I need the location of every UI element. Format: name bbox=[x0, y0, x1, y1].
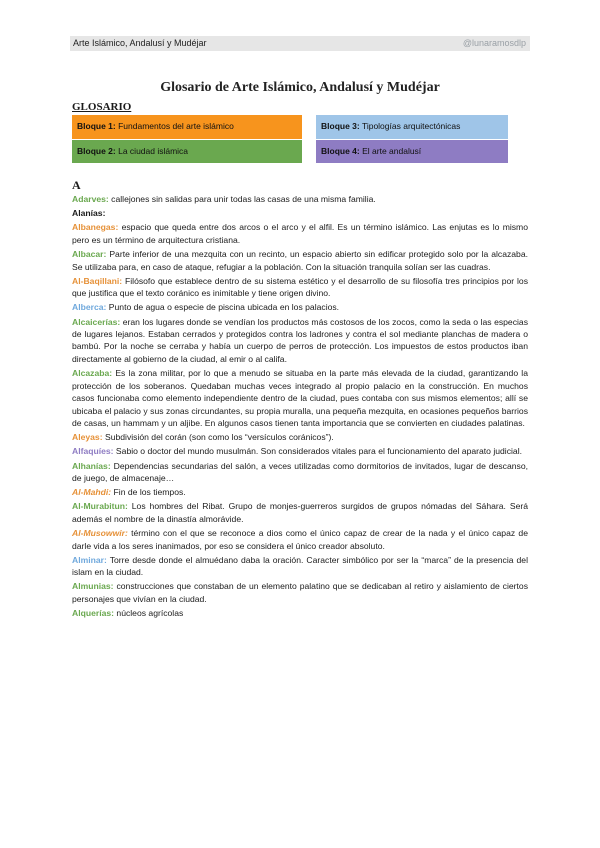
glossary-term: Alquerías: bbox=[72, 608, 115, 619]
block-legend bbox=[72, 115, 510, 163]
glossary-term: Alcaicerías: bbox=[72, 316, 121, 327]
glossary-definition: Parte inferior de una mezquita con un recinto, un espacio abierto sin edificar protegido solo por la alcazaba. Se utilizaba para, en caso de ataque, refugiar a la población. Con la situación tranquila solían ser las cuadras. bbox=[72, 249, 528, 272]
glossary-entry bbox=[72, 207, 528, 219]
glossary-entries bbox=[72, 178, 528, 621]
glossary-term: Alberca: bbox=[72, 302, 107, 313]
glossary-entry bbox=[72, 580, 528, 605]
glossary-entry bbox=[72, 301, 528, 313]
glossary-term: Adarves: bbox=[72, 194, 109, 204]
block-legend-4: Bloque 4: El arte andalusí bbox=[316, 140, 508, 164]
glossary-definition: espacio que queda entre dos arcos o el arco y el alfil. Es un término islámico. Las enjutas es lo mismo pero es un término de arquitectura cristiana. bbox=[72, 222, 528, 245]
block-legend-1: Bloque 1: Fundamentos del arte islámico bbox=[72, 115, 302, 139]
glossary-entry bbox=[72, 486, 528, 498]
glossary-term: Al-Baqillani: bbox=[72, 275, 123, 286]
glossary-definition: callejones sin salidas para unir todas las casas de una misma familia. bbox=[108, 194, 376, 204]
glossary-term: Alhanías: bbox=[72, 460, 111, 471]
glossary-term: Al-Mahdi: bbox=[72, 487, 112, 498]
glossary-term: Almunias: bbox=[72, 581, 114, 592]
glossary-term: Aleyas: bbox=[72, 432, 103, 443]
block-legend-2: Bloque 2: La ciudad islámica bbox=[72, 140, 302, 164]
glossary-definition: Subdivisión del corán (son como los “versículos coránicos”). bbox=[102, 432, 334, 443]
glossary-definition: núcleos agrícolas bbox=[114, 608, 184, 619]
glossary-definition: término con el que se reconoce a dios como el único capaz de crear de la nada y el único capaz de darle vida a los seres inanimados, por eso se considera el único creador absoluto. bbox=[72, 528, 528, 551]
glossary-term: Al-Murabitun: bbox=[72, 501, 128, 512]
glossary-entry bbox=[72, 460, 528, 485]
glossary-definition: Punto de agua o especie de piscina ubicada en los palacios. bbox=[106, 302, 340, 313]
glossary-term: Albacar: bbox=[72, 249, 107, 260]
entry-list bbox=[72, 193, 528, 620]
glossary-definition: construcciones que constaban de un elemento palatino que se dedicaban al retiro y aislamiento de ciertos personajes que vivían en la ciudad. bbox=[72, 581, 528, 604]
glossary-term: Albanegas: bbox=[72, 222, 119, 233]
letter-heading: A bbox=[72, 178, 81, 192]
glossary-entry bbox=[72, 554, 528, 579]
glossary-definition: eran los lugares donde se vendían los productos más costosos de los zocos, como la seda o las especias de lugares lejanos. Estaban cerrados y protegidos contra los ladrones y contra el sol mediante planchas de madera o bambú. Por la noche se cerraba y había un cuerpo de perros de protección. Los impuestos de estos productos iban directamente al gobierno de la ciudad, al emir o al califa. bbox=[72, 316, 528, 364]
glossary-entry bbox=[72, 316, 528, 366]
glossary-definition: Es la zona militar, por lo que a menudo se situaba en la parte más elevada de la ciudad, garantizando la protección de los soberanos. Quedaban muchas veces integrado al propio palacio en la construcción. En muchos casos funcionaba como elemento independiente dentro de la ciudad, pues contaba con sus mismos elementos; allí se ubicaba el palacio y sus zonas circundantes, su propia muralla, una pequeña mezquita, en ocasiones pequeños barrios de casas, un hammam y un aljibe. En algunos casos tienen tanta importancia que se convierten en ciudades palatinas. bbox=[72, 368, 528, 428]
glossary-definition: Sabio o doctor del mundo musulmán. Son considerados vitales para el funcionamiento del aparato judicial. bbox=[113, 446, 522, 457]
glossary-term: Alminar: bbox=[72, 554, 107, 565]
glossary-term: Alcazaba: bbox=[72, 368, 113, 379]
glossary-entry bbox=[72, 445, 528, 457]
glossary-entry bbox=[72, 275, 528, 300]
glossary-entry bbox=[72, 248, 528, 273]
glossary-entry bbox=[72, 500, 528, 525]
glossary-definition: Filósofo que establece dentro de su sistema estético y el desarrollo de su filosofía tres principios por los que justifica que el texto coránico es inimitable y tiene origen divino. bbox=[72, 275, 528, 299]
glosario-heading: GLOSARIO bbox=[72, 101, 132, 113]
glossary-definition: Fin de los tiempos. bbox=[111, 487, 186, 498]
glossary-term: Alanías: bbox=[72, 208, 106, 219]
block-legend-3: Bloque 3: Tipologías arquitectónicas bbox=[316, 115, 508, 139]
header-title: Arte Islámico, Andalusí y Mudéjar bbox=[73, 38, 207, 48]
glossary-definition: Los hombres del Ribat. Grupo de monjes-guerreros surgidos de grupos nómadas del Sáhara. Será además el nombre de la dinastía almorávide. bbox=[72, 501, 528, 524]
glossary-definition: Dependencias secundarias del salón, a veces utilizadas como dormitorios de invitados, lugar de descanso, de juego, de almacenaje… bbox=[72, 460, 528, 484]
page-header-bar bbox=[70, 36, 530, 51]
document-title: Glosario de Arte Islámico, Andalusí y Mudéjar bbox=[160, 80, 440, 95]
glossary-term: Al-Musowwir: bbox=[72, 528, 128, 539]
glossary-definition: Torre desde donde el almuédano daba la oración. Caracter simbólico por ser la “marca” de la presencia del islam en la ciudad. bbox=[72, 554, 528, 578]
glossary-entry bbox=[72, 221, 528, 246]
glossary-entry bbox=[72, 193, 528, 205]
glossary-entry bbox=[72, 367, 528, 429]
glossary-entry bbox=[72, 527, 528, 552]
glossary-term: Alfaquíes: bbox=[72, 446, 114, 457]
glossary-entry bbox=[72, 431, 528, 443]
glossary-entry bbox=[72, 607, 528, 619]
header-author: @lunaramosdlp bbox=[462, 38, 526, 48]
